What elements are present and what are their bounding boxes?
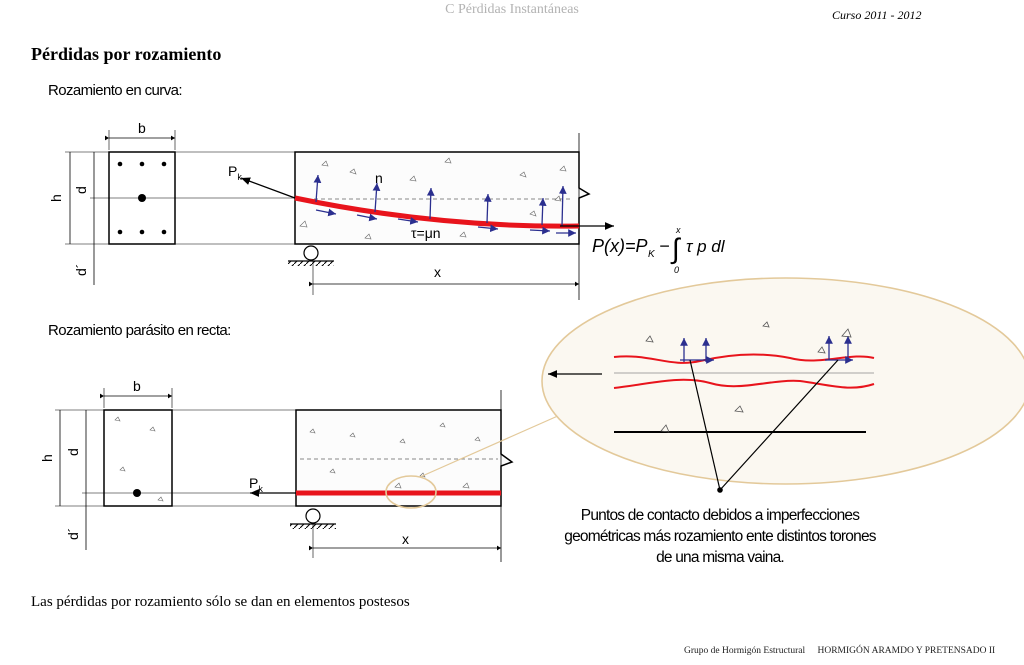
svg-text:−: − [659, 236, 670, 256]
footer [684, 646, 1005, 656]
label-dprime-2: d´ [65, 527, 81, 540]
svg-text:x: x [676, 225, 681, 235]
zoom-detail [542, 278, 1024, 493]
label-b-2: b [133, 378, 141, 394]
postensioned-note: Las pérdidas por rozamiento sólo se dan en elementos postesos [31, 594, 410, 610]
label-x-1: x [434, 264, 441, 280]
label-d-2: d [65, 448, 81, 456]
label-d-1: d [73, 186, 89, 194]
page-title: Pérdidas por rozamiento [31, 44, 222, 64]
label-h-2: h [39, 454, 55, 462]
cross-section-1 [65, 130, 175, 285]
course-year: Curso 2011 - 2012 [832, 8, 922, 22]
section-straight-subtitle: Rozamiento parásito en recta: [48, 322, 231, 339]
footer-group: Grupo de Hormigón Estructural [684, 646, 806, 656]
label-dprime-1: d´ [73, 263, 89, 276]
beam-elevation-2 [250, 390, 600, 562]
chapter-header: C Pérdidas Instantáneas [445, 2, 579, 17]
contact-points-caption: Puntos de contacto debidos a imperfecciones geométricas más rozamiento ente distintos torones de una misma vaina. [564, 507, 876, 566]
beam-elevation-1 [241, 133, 614, 300]
svg-text:K: K [648, 249, 655, 260]
svg-text:0: 0 [674, 265, 680, 275]
label-pk-1: $P_k$ [228, 163, 242, 182]
cross-section-2 [55, 388, 172, 550]
label-b-1: b [138, 120, 146, 136]
label-tau: τ=μn [411, 225, 441, 241]
svg-text:τ p dl: τ p dl [686, 237, 725, 256]
friction-formula [592, 225, 726, 275]
svg-text:P(x)=P: P(x)=P [592, 236, 648, 256]
footer-subject: HORMIGÓN ARAMDO Y PRETENSADO II [817, 646, 996, 656]
label-n: n [375, 170, 383, 186]
label-x-2: x [402, 531, 409, 547]
svg-text:∫: ∫ [672, 233, 680, 264]
label-pk-2: $P_k$ [249, 475, 263, 494]
label-h-1: h [48, 194, 64, 202]
section-curve-subtitle: Rozamiento en curva: [48, 82, 182, 99]
